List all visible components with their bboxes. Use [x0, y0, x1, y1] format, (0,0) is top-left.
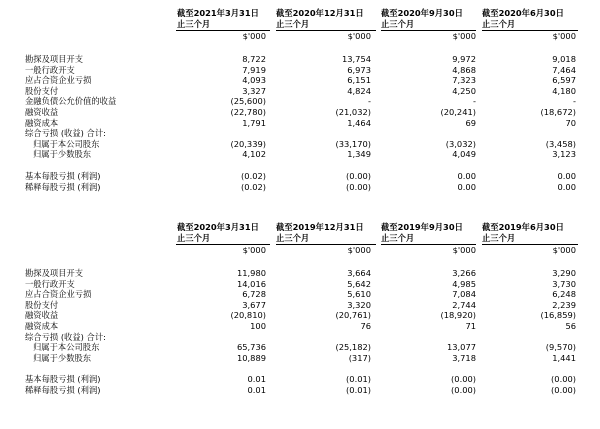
- column-header: [177, 8, 271, 30]
- value-cell: 0.00: [557, 181, 576, 192]
- value-cell: 5,610: [347, 289, 371, 300]
- row-label: 勘探及项目开支: [25, 54, 84, 64]
- value-cell: 4,824: [347, 85, 371, 96]
- period-end-label: 截至2020年3月31日: [177, 222, 259, 232]
- value-cell: 100: [250, 320, 266, 331]
- value-cell: (20,810): [230, 310, 266, 321]
- value-cell: (0.00): [346, 181, 371, 192]
- value-cell: (22,780): [230, 106, 266, 117]
- row-label: 基本每股亏损 (利润): [25, 374, 101, 385]
- row-label: 归属于本公司股东: [33, 138, 100, 149]
- value-cell: 0.00: [557, 170, 576, 181]
- value-cell: 65,736: [236, 342, 266, 353]
- value-cell: 0.00: [457, 170, 476, 181]
- value-cell: 6,151: [347, 75, 371, 86]
- row-label: 融资收益: [25, 106, 59, 117]
- table-row: [0, 279, 600, 290]
- eps-row: [0, 182, 600, 193]
- row-label: 金融负债公允价值的收益: [25, 96, 117, 107]
- value-cell: (21,032): [335, 106, 371, 117]
- value-cell: -: [368, 96, 371, 107]
- value-cell: 0.01: [247, 384, 266, 395]
- value-cell: 56: [565, 320, 576, 331]
- eps-row: [0, 374, 600, 385]
- value-cell: (20,241): [440, 106, 476, 117]
- row-label: 融资成本: [25, 117, 59, 128]
- column-header: [276, 222, 370, 244]
- value-cell: 4,180: [552, 85, 576, 96]
- value-cell: (25,600): [230, 96, 266, 107]
- value-cell: 1,441: [552, 352, 576, 363]
- row-label: 勘探及项目开支: [25, 268, 84, 278]
- eps-row: [0, 385, 600, 396]
- value-cell: 13,077: [446, 342, 476, 353]
- subtotal-heading-row: [0, 128, 600, 139]
- value-cell: (0.00): [551, 384, 576, 395]
- value-cell: 1,349: [347, 149, 371, 160]
- table-row: [0, 289, 600, 300]
- row-label: 应占合资企业亏损: [25, 75, 92, 86]
- value-cell: 9,018: [552, 54, 576, 64]
- value-cell: 2,744: [452, 299, 476, 310]
- value-cell: 76: [360, 320, 371, 331]
- table-row: [0, 149, 600, 160]
- value-cell: (0.02): [241, 170, 266, 181]
- table-row: [0, 107, 600, 118]
- value-cell: 6,248: [552, 289, 576, 300]
- row-label: 综合亏损 (收益) 合计:: [25, 128, 106, 139]
- table-row: [0, 268, 600, 279]
- period-end-label: 截至2019年12月31日: [276, 222, 364, 232]
- table-row: [0, 86, 600, 97]
- value-cell: (18,920): [440, 310, 476, 321]
- value-cell: (20,761): [335, 310, 371, 321]
- value-cell: 3,290: [552, 268, 576, 278]
- value-cell: 3,320: [347, 299, 371, 310]
- value-cell: 10,889: [236, 352, 266, 363]
- row-label: 股份支付: [25, 299, 59, 310]
- column-header: [177, 222, 271, 244]
- value-cell: (0.00): [346, 170, 371, 181]
- value-cell: 4,985: [452, 278, 476, 289]
- period-length-label: 止三个月: [276, 19, 310, 29]
- row-label: 稀释每股亏损 (利润): [25, 181, 101, 192]
- table-row: [0, 65, 600, 76]
- value-cell: 2,239: [552, 299, 576, 310]
- value-cell: 69: [465, 117, 476, 128]
- row-label: 稀释每股亏损 (利润): [25, 384, 101, 395]
- value-cell: 0.00: [457, 181, 476, 192]
- period-end-label: 截至2021年3月31日: [177, 8, 259, 18]
- value-cell: -: [473, 96, 476, 107]
- unit-label: $'000: [347, 245, 371, 255]
- row-label: 应占合资企业亏损: [25, 289, 92, 300]
- period-end-label: 截至2020年12月31日: [276, 8, 364, 18]
- value-cell: (0.00): [451, 384, 476, 395]
- value-cell: 4,102: [242, 149, 266, 160]
- value-cell: (3,032): [445, 138, 476, 149]
- table-row: [0, 321, 600, 332]
- row-label: 融资成本: [25, 320, 59, 331]
- value-cell: (25,182): [335, 342, 371, 353]
- value-cell: 4,868: [452, 64, 476, 75]
- value-cell: (0.00): [551, 374, 576, 385]
- row-label: 基本每股亏损 (利润): [25, 170, 101, 181]
- unit-row: [0, 245, 600, 256]
- value-cell: 1,791: [242, 117, 266, 128]
- period-length-label: 止三个月: [482, 19, 516, 29]
- row-label: 归属于少数股东: [33, 352, 92, 363]
- value-cell: 4,250: [452, 85, 476, 96]
- value-cell: 3,677: [242, 299, 266, 310]
- table-row: [0, 139, 600, 150]
- row-label: 股份支付: [25, 85, 59, 96]
- value-cell: (16,859): [540, 310, 576, 321]
- row-label: 融资收益: [25, 310, 59, 321]
- period-end-label: 截至2020年9月30日: [381, 8, 463, 18]
- column-header: [276, 8, 370, 30]
- table-row: [0, 353, 600, 364]
- eps-row: [0, 171, 600, 182]
- column-header: [482, 222, 576, 244]
- table-row: [0, 75, 600, 86]
- value-cell: (317): [348, 352, 371, 363]
- period-length-label: 止三个月: [381, 233, 415, 243]
- table-row: [0, 118, 600, 129]
- unit-row: [0, 31, 600, 42]
- period-length-label: 止三个月: [381, 19, 415, 29]
- unit-label: $'000: [242, 245, 266, 255]
- table-row: [0, 310, 600, 321]
- value-cell: (0.02): [241, 181, 266, 192]
- unit-label: $'000: [452, 31, 476, 41]
- period-end-label: 截至2019年9月30日: [381, 222, 463, 232]
- value-cell: 3,730: [552, 278, 576, 289]
- unit-label: $'000: [452, 245, 476, 255]
- value-cell: 14,016: [236, 278, 266, 289]
- period-end-label: 截至2020年6月30日: [482, 8, 564, 18]
- value-cell: 6,728: [242, 289, 266, 300]
- value-cell: 71: [465, 320, 476, 331]
- value-cell: 7,323: [452, 75, 476, 86]
- value-cell: (33,170): [335, 138, 371, 149]
- table-row: [0, 300, 600, 311]
- quarterly-results-table-prior: [0, 222, 600, 396]
- column-headers: [0, 222, 600, 244]
- quarterly-results-table-recent: [0, 8, 600, 192]
- table-row: [0, 342, 600, 353]
- unit-label: $'000: [347, 31, 371, 41]
- value-cell: (0.01): [346, 384, 371, 395]
- subtotal-heading-row: [0, 332, 600, 343]
- value-cell: (9,570): [545, 342, 576, 353]
- value-cell: 3,266: [452, 268, 476, 278]
- table-row: [0, 96, 600, 107]
- column-headers: [0, 8, 600, 30]
- period-length-label: 止三个月: [276, 233, 310, 243]
- column-header: [482, 8, 576, 30]
- table-row: [0, 54, 600, 65]
- unit-label: $'000: [242, 31, 266, 41]
- period-length-label: 止三个月: [177, 19, 211, 29]
- value-cell: 4,093: [242, 75, 266, 86]
- column-header: [381, 8, 475, 30]
- value-cell: 6,597: [552, 75, 576, 86]
- period-length-label: 止三个月: [482, 233, 516, 243]
- value-cell: (18,672): [540, 106, 576, 117]
- value-cell: (0.00): [451, 374, 476, 385]
- row-label: 归属于少数股东: [33, 149, 92, 160]
- value-cell: 7,464: [552, 64, 576, 75]
- column-header: [381, 222, 475, 244]
- value-cell: 3,327: [242, 85, 266, 96]
- value-cell: 3,718: [452, 352, 476, 363]
- value-cell: 9,972: [452, 54, 476, 64]
- value-cell: 13,754: [341, 54, 371, 64]
- value-cell: 8,722: [242, 54, 266, 64]
- value-cell: 3,664: [347, 268, 371, 278]
- row-label: 综合亏损 (收益) 合计:: [25, 331, 106, 342]
- value-cell: (3,458): [545, 138, 576, 149]
- period-end-label: 截至2019年6月30日: [482, 222, 564, 232]
- value-cell: 70: [565, 117, 576, 128]
- value-cell: 7,919: [242, 64, 266, 75]
- row-label: 归属于本公司股东: [33, 342, 100, 353]
- value-cell: (20,339): [230, 138, 266, 149]
- value-cell: (0.01): [346, 374, 371, 385]
- value-cell: 7,084: [452, 289, 476, 300]
- unit-label: $'000: [552, 245, 576, 255]
- period-length-label: 止三个月: [177, 233, 211, 243]
- value-cell: 5,642: [347, 278, 371, 289]
- value-cell: 0.01: [247, 374, 266, 385]
- row-label: 一般行政开支: [25, 278, 75, 289]
- row-label: 一般行政开支: [25, 64, 75, 75]
- value-cell: 6,973: [347, 64, 371, 75]
- value-cell: 3,123: [552, 149, 576, 160]
- value-cell: 1,464: [347, 117, 371, 128]
- value-cell: -: [573, 96, 576, 107]
- value-cell: 4,049: [452, 149, 476, 160]
- unit-label: $'000: [552, 31, 576, 41]
- value-cell: 11,980: [236, 268, 266, 278]
